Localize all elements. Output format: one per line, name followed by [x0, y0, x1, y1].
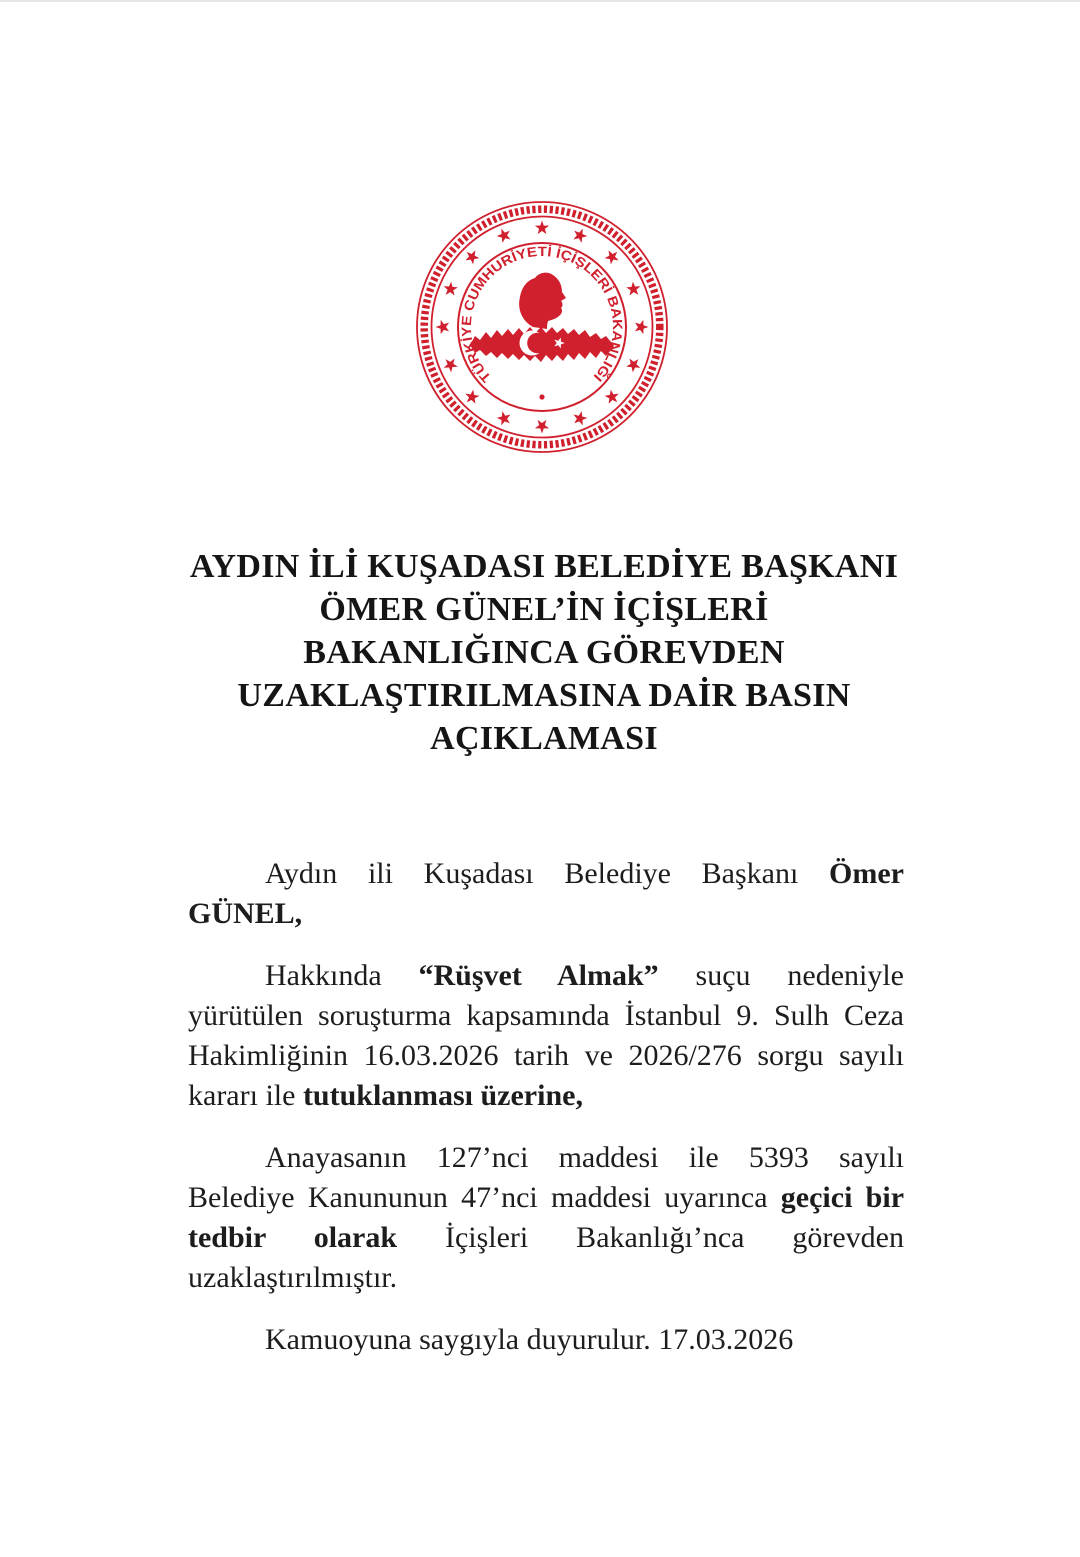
- ataturk-profile-icon: [519, 273, 566, 329]
- text-line: [188, 1258, 904, 1298]
- text-run: Aydın ili Kuşadası Belediye Başkanı: [265, 857, 830, 890]
- bold-text-run: tedbir olarak: [188, 1221, 398, 1254]
- text-line: [188, 1036, 904, 1076]
- paragraph: [188, 1320, 904, 1360]
- title-line: UZAKLAŞTIRILMASINA DAİR BASIN: [237, 677, 851, 714]
- text-run: Hakimliğinin 16.03.2026 tarih ve 2026/276 sorgu sayılı: [188, 1039, 904, 1072]
- ring-star-icon: [625, 280, 643, 298]
- text-line: [188, 894, 904, 934]
- text-run: suçu nedeniyle: [658, 959, 904, 992]
- ring-star-icon: [462, 388, 482, 408]
- bold-text-run: geçici bir: [780, 1181, 905, 1214]
- text-line: [188, 1076, 904, 1116]
- ministry-emblem-logo: [412, 197, 672, 457]
- ring-star-icon: [625, 356, 643, 374]
- text-line: [188, 1218, 904, 1258]
- ring-star-icon: [441, 356, 459, 374]
- ring-star-icon: [635, 320, 649, 334]
- ring-star-icon: [495, 226, 513, 244]
- ring-star-icon: [603, 388, 623, 408]
- document-title: [186, 545, 902, 760]
- press-release-body: [188, 854, 904, 1382]
- text-run: kararı ile: [188, 1079, 303, 1112]
- text-run: İçişleri Bakanlığı’nca görevden: [397, 1221, 904, 1254]
- ring-star-icon: [535, 420, 549, 434]
- ring-star-icon: [603, 247, 623, 267]
- text-run: uzaklaştırılmıştır.: [188, 1261, 398, 1294]
- ring-star-icon: [462, 247, 482, 267]
- ring-star-icon: [436, 320, 450, 334]
- text-run: Belediye Kanununun 47’nci maddesi uyarınca: [188, 1181, 781, 1214]
- ring-star-icon: [571, 226, 589, 244]
- ministry-emblem-svg: [412, 197, 672, 457]
- ring-star-icon: [535, 221, 549, 235]
- title-line: ÖMER GÜNEL’İN İÇİŞLERİ: [319, 591, 769, 628]
- text-line: [188, 956, 904, 996]
- title-line: BAKANLIĞINCA GÖREVDEN: [303, 634, 785, 671]
- paragraph: [188, 956, 904, 1116]
- bold-text-run: “Rüşvet Almak”: [418, 959, 659, 992]
- bold-text-run: tutuklanması üzerine,: [302, 1079, 583, 1112]
- bold-text-run: Ömer: [829, 857, 904, 890]
- text-line: [188, 1138, 904, 1178]
- text-run: Kamuoyuna saygıyla duyurulur. 17.03.2026: [265, 1323, 794, 1356]
- text-run: Hakkında: [265, 959, 419, 992]
- ring-star-icon: [495, 410, 513, 428]
- bold-text-run: GÜNEL,: [188, 897, 303, 930]
- text-line: [188, 996, 904, 1036]
- top-edge-line: [0, 0, 1080, 2]
- emblem-ring-text: TÜRKİYE CUMHURİYETİ İÇİŞLERİ BAKANLIĞI: [458, 243, 626, 386]
- text-line: [188, 1320, 904, 1360]
- title-line: AÇIKLAMASI: [430, 720, 658, 757]
- ring-star-icon: [571, 410, 589, 428]
- text-line: [188, 1178, 904, 1218]
- paragraph: [188, 854, 904, 934]
- bottom-dot: [539, 394, 544, 399]
- paragraph: [188, 1138, 904, 1298]
- text-run: yürütülen soruşturma kapsamında İstanbul 9. Sulh Ceza: [188, 999, 904, 1032]
- text-line: [188, 854, 904, 894]
- title-line: AYDIN İLİ KUŞADASI BELEDİYE BAŞKANI: [189, 548, 899, 585]
- ring-star-icon: [441, 280, 459, 298]
- text-run: Anayasanın 127’nci maddesi ile 5393 sayılı: [265, 1141, 904, 1174]
